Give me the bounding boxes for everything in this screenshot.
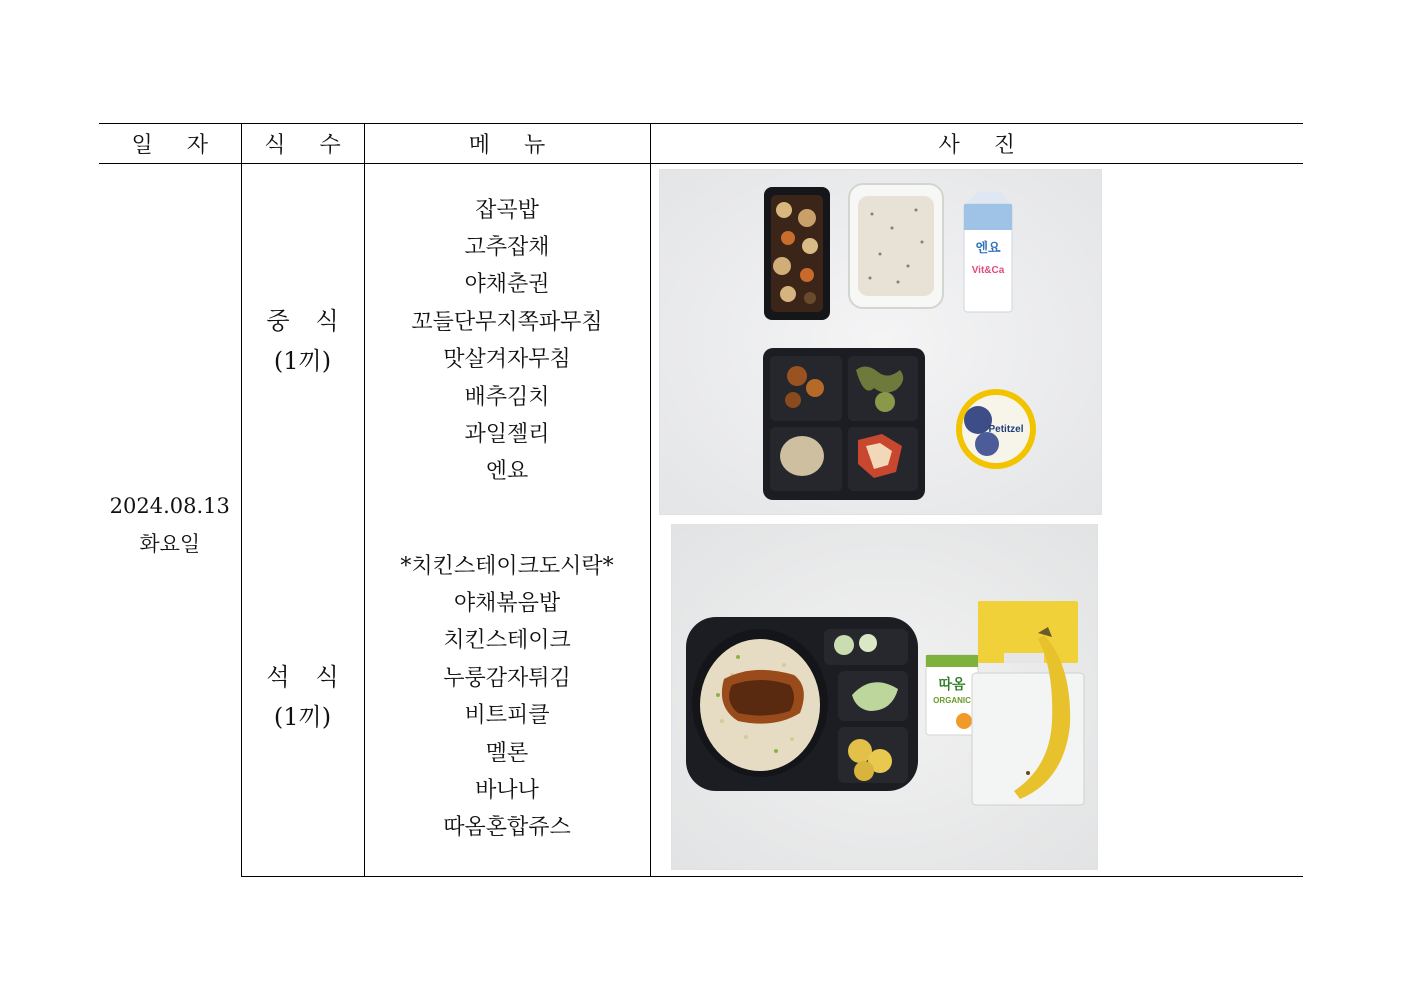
list-item: 치킨스테이크 [443,628,571,654]
yogurt-carton [964,192,1012,312]
jelly-cup [956,389,1036,469]
lunch-photo-cell [650,164,1303,519]
lunch-row [99,164,1303,519]
list-item: 따옴혼합쥬스 [443,815,571,841]
header-date: 일 자 [99,124,241,164]
rice-box [849,184,943,308]
list-item: 누룽감자튀김 [443,665,571,691]
list-item: 야채춘권 [464,272,550,298]
lunch-photo [659,169,1102,515]
dinner-photo-cell [650,519,1303,877]
list-item: 바나나 [475,778,539,804]
dinner-menu-list [365,548,650,847]
compartment-tray [763,348,925,500]
dinner-meal-name: 석 식 [266,663,339,692]
list-item: 잡곡밥 [475,197,539,223]
lunch-menu-list [365,192,650,491]
list-item: 비트피클 [464,703,550,729]
header-servings: 식 수 [241,124,364,164]
banana-pack [972,601,1084,805]
date-text: 2024.08.13 [109,494,230,519]
list-item: 엔요 [485,459,529,485]
list-item: *치킨스테이크도시락* [400,553,614,579]
juice-brand-label: 따옴 [937,675,966,692]
lunch-servings-cell [241,164,364,519]
dinner-menu-cell [364,519,650,877]
list-item: 멜론 [485,740,529,766]
jelly-brand-label: Petitzel [987,424,1024,435]
dinner-photo [671,524,1098,870]
yogurt-sub-label: Vit&Ca [971,265,1004,276]
list-item: 맛살겨자무침 [443,347,571,373]
dinner-row [99,519,1303,877]
yogurt-brand-label: 엔요 [974,240,1001,255]
dinner-tray [686,617,918,791]
list-item: 야채볶음밥 [453,591,561,617]
side-dish-box [764,187,830,320]
weekday-text: 화요일 [139,532,201,557]
list-item: 배추김치 [464,384,550,410]
dinner-servings: (1끼) [273,703,332,732]
juice-sub-label: ORGANIC [932,695,971,705]
lunch-menu-cell [364,164,650,519]
list-item: 고추잡채 [464,235,550,261]
header-menu: 메 뉴 [364,124,650,164]
dinner-servings-cell [241,519,364,877]
list-item: 꼬들단무지쪽파무침 [411,309,603,335]
list-item: 과일젤리 [464,422,550,448]
header-row [99,124,1303,164]
lunch-meal-name: 중 식 [266,307,339,336]
date-cell [99,164,241,877]
header-photo: 사 진 [650,124,1303,164]
menu-table [99,123,1303,877]
juice-box [926,655,978,735]
lunch-servings: (1끼) [273,347,332,376]
